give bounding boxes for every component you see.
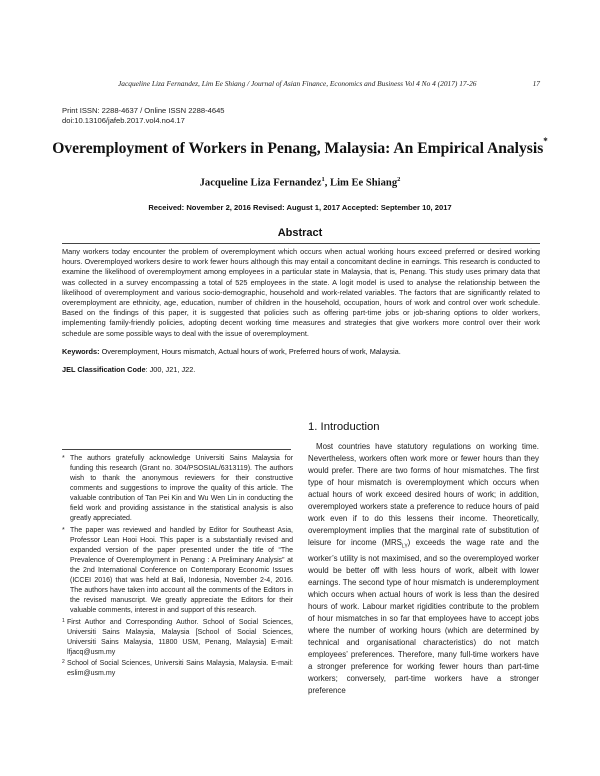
title-footnote-mark: * — [543, 136, 548, 146]
footnote — [62, 526, 293, 616]
abstract-body: Many workers today encounter the problem of overemployment which occurs when actual working hours exceed preferred or desired working hours. Overemployed workers desire to work fewer hours although this may entail a concomitant decline in earnings. This research is conducted to examine the likelihood of overemployment among employees in a particular state in Malaysia, that is, Penang. This study uses primary data that was collected in a survey encompassing a total of 525 employees in the state. A logit model is used to analyse the relationship between the likelihood of overemployment and various socio-demographic, household and work-related variables. The factors that are significantly related to overemployment are ethnicity, age, education, number of children in the household, occupation, hours of work and control over work schedule. Based on the findings of this paper, it is suggested that policies such as offering part-time jobs or job-sharing options to older workers, implementing family-friendly policies, adopting decent working time measures and strategies that give workers more control over their work schedule are some possible ways to deal with the issue of overemployment. — [62, 247, 540, 338]
author-2-mark: 2 — [397, 176, 401, 183]
keywords-text: Overemployment, Hours mismatch, Actual hours of work, Preferred hours of work, Malaysia. — [99, 347, 401, 356]
running-header-text: Jacqueline Liza Fernandez, Lim Ee Shiang / Journal of Asian Finance, Economics and Business Vol 4 No 4 (2017) 17-26 — [118, 79, 477, 88]
paper-title — [0, 136, 600, 158]
footnote-mark: * — [62, 455, 65, 462]
footnote-mark: 1 — [62, 617, 65, 624]
footnote-mark: * — [62, 526, 65, 534]
section-heading: 1. Introduction — [308, 421, 380, 433]
footnote — [62, 659, 293, 679]
intro-text-part-2: ) exceeds the wage rate and the worker’s utility is not maximised, and so the overemployed worker would be better off with less hours of work, albeit with lower earnings. The second type of hour mismatch is underemployment which occurs when actual hours of work is less than the desired hours of work. Labour market rigidities contribute to the problem of hour mismatches in so far that employees have to accept jobs where the number of working hours (which are determined by technical and organisational characteristics) do not match employees’ preferences. Therefore, many full-time workers have a stronger preference for working fewer hours than part-time workers; conversely, part-time workers have a stronger preference — [308, 538, 539, 695]
footnote — [62, 618, 293, 658]
intro-text-part-1: Most countries have statutory regulations on working time. Nevertheless, workers often work more or fewer hours than they would prefer. There are two forms of hour mismatches. The first type of hour mismatch is overemployment which occurs when actual hours of work exceed desired hours of work; in addition, overemployed workers state a preference to reduce hours of paid work even if to do this lessens their income. Theoretically, overemployment implies that the marginal rate of substitution of leisure for income (MRS — [308, 442, 539, 547]
footnote-mark: 2 — [62, 659, 65, 666]
doi-line: doi:10.13106/jafeb.2017.vol4.no4.17 — [62, 116, 185, 125]
footnote-divider — [62, 449, 291, 450]
author-separator: , — [324, 177, 330, 189]
footnotes — [62, 454, 293, 681]
footnote-text: School of Social Sciences, Universiti Sains Malaysia, Malaysia. E-mail: eslim@usm.my — [67, 660, 293, 678]
abstract-heading: Abstract — [277, 227, 323, 239]
author-line — [0, 176, 600, 189]
footnote-text: The paper was reviewed and handled by Editor for Southeast Asia, Professor Lean Hooi Hooi. This paper is a substantially revised and expanded version of the paper presented under the title of “The Prevalence of Overemployment in Penang : A Preliminary Analysis” at the 2nd International Conference on Contemporary Economic Issues (ICCEI 2016) that was held at Bali, Indonesia, November 2-4, 2016. The authors have taken into account all the comments of the Editors in the revised manuscript. We greatly appreciate the Editors for their valuable comments, interest in and support of this research. — [70, 526, 293, 615]
issn-line: Print ISSN: 2288-4637 / Online ISSN 2288-4645 — [62, 106, 225, 115]
keywords-line — [62, 347, 540, 357]
author-1-mark: 1 — [321, 176, 325, 183]
author-2: Lim Ee Shiang — [330, 177, 398, 189]
keywords-label: Keywords: — [62, 347, 100, 356]
footnote — [62, 454, 293, 524]
paper-title-text: Overemployment of Workers in Penang, Malaysia: An Empirical Analysis — [52, 140, 544, 158]
jel-line — [62, 365, 540, 375]
intro-subscript: LY — [401, 543, 408, 550]
abstract-divider — [62, 243, 540, 244]
issn-block — [62, 106, 225, 126]
received-dates: Received: November 2, 2016 Revised: August 1, 2017 Accepted: September 10, 2017 — [148, 203, 452, 212]
footnote-text: First Author and Corresponding Author. School of Social Sciences, Universiti Sains Malaysia, Malaysia [School of Social Sciences, Universiti Sains Malaysia, 11800 USM, Penang, Malaysia] E-mail: lfjacq@usm.my — [67, 618, 293, 656]
page-number: 17 — [532, 79, 540, 88]
jel-label: JEL Classification Code — [62, 365, 146, 374]
author-1: Jacqueline Liza Fernandez — [199, 177, 322, 189]
footnote-text: The authors gratefully acknowledge Universiti Sains Malaysia for funding this research (Grant no. 304/PSOSIAL/6313119). The authors wish to thank the anonymous reviewers for their constructive comments and suggestions to improve the quality of this article. The valuable contribution of Tan Pei Kin and Wu Wen Lin in conducting the field work and providing assistance in the statistical analysis is also greatly appreciated. — [70, 455, 293, 523]
introduction-body — [308, 441, 539, 697]
jel-codes: : J00, J21, J22. — [145, 365, 196, 374]
